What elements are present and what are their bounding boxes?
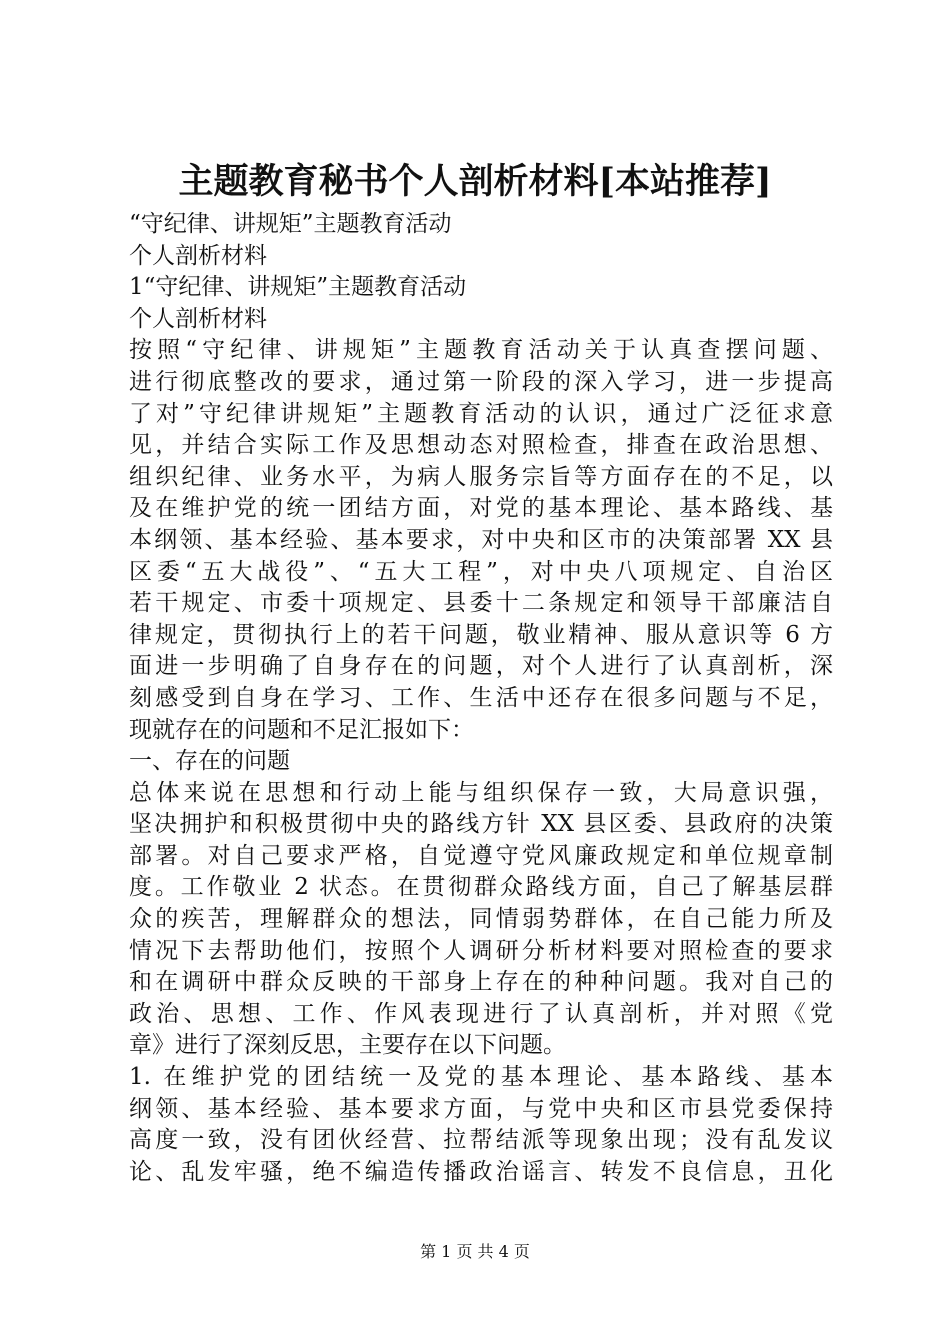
paragraph-line: 部署。对自己要求严格，自觉遵守党风廉政规定和单位规章制 [129, 842, 833, 869]
paragraph-line: 见，并结合实际工作及思想动态对照检查，排查在政治思想、 [129, 432, 833, 459]
paragraph-line: 刻感受到自身在学习、工作、生活中还存在很多问题与不足， [129, 684, 833, 711]
heading-line: 个人剖析材料 [129, 242, 267, 269]
document-title: 主题教育秘书个人剖析材料[本站推荐] [178, 161, 772, 202]
paragraph-line: 章》进行了深刻反思，主要存在以下问题。 [129, 1032, 566, 1059]
paragraph-line: 政治、思想、工作、作风表现进行了认真剖析，并对照《党 [129, 1000, 833, 1027]
paragraph-line: 1. 在维护党的团结统一及党的基本理论、基本路线、基本 [129, 1064, 833, 1091]
paragraph-line: 区委“五大战役”、“五大工程”，对中央八项规定、自治区 [129, 558, 833, 585]
heading-line: 1“守纪律、讲规矩”主题教育活动 [129, 274, 467, 301]
paragraph-line: 坚决拥护和积极贯彻中央的路线方针 XX 县区委、县政府的决策 [129, 811, 833, 838]
paragraph-line: 若干规定、市委十项规定、县委十二条规定和领导干部廉洁自 [129, 590, 833, 617]
page-number: 第 1 页 共 4 页 [420, 1242, 530, 1261]
paragraph-line: 情况下去帮助他们，按照个人调研分析材料要对照检查的要求 [129, 937, 833, 964]
paragraph-line: 组织纪律、业务水平，为病人服务宗旨等方面存在的不足，以 [129, 463, 833, 490]
paragraph-line: 高度一致，没有团伙经营、拉帮结派等现象出现；没有乱发议 [129, 1127, 833, 1154]
paragraph-line: 按照“守纪律、讲规矩”主题教育活动关于认真查摆问题、 [129, 337, 833, 364]
paragraph-line: 面进一步明确了自身存在的问题，对个人进行了认真剖析，深 [129, 653, 833, 680]
paragraph-line: 及在维护党的统一团结方面，对党的基本理论、基本路线、基 [129, 495, 833, 522]
heading-line: “守纪律、讲规矩”主题教育活动 [129, 211, 452, 237]
paragraph-line: 众的疾苦，理解群众的想法，同情弱势群体，在自己能力所及 [129, 906, 833, 933]
paragraph-line: 本纲领、基本经验、基本要求，对中央和区市的决策部署 XX 县 [129, 526, 833, 553]
section-heading: 一、存在的问题 [129, 748, 290, 775]
paragraph-line: 律规定，贯彻执行上的若干问题，敬业精神、服从意识等 6 方 [129, 621, 833, 648]
document-body [129, 209, 833, 1188]
paragraph-line: 和在调研中群众反映的干部身上存在的种种问题。我对自己的 [129, 969, 833, 996]
paragraph-line: 纲领、基本经验、基本要求方面，与党中央和区市县党委保持 [129, 1095, 833, 1122]
paragraph-line: 论、乱发牢骚，绝不编造传播政治谣言、转发不良信息，丑化 [129, 1158, 833, 1185]
paragraph-line: 了对”守纪律讲规矩”主题教育活动的认识，通过广泛征求意 [129, 400, 833, 427]
heading-line: 个人剖析材料 [129, 305, 267, 332]
paragraph-line: 进行彻底整改的要求，通过第一阶段的深入学习，进一步提高 [129, 368, 833, 395]
paragraph-line: 度。工作敬业 2 状态。在贯彻群众路线方面，自己了解基层群 [129, 874, 833, 901]
paragraph-line: 现就存在的问题和不足汇报如下： [129, 716, 474, 743]
paragraph-line: 总体来说在思想和行动上能与组织保存一致，大局意识强， [129, 779, 833, 806]
